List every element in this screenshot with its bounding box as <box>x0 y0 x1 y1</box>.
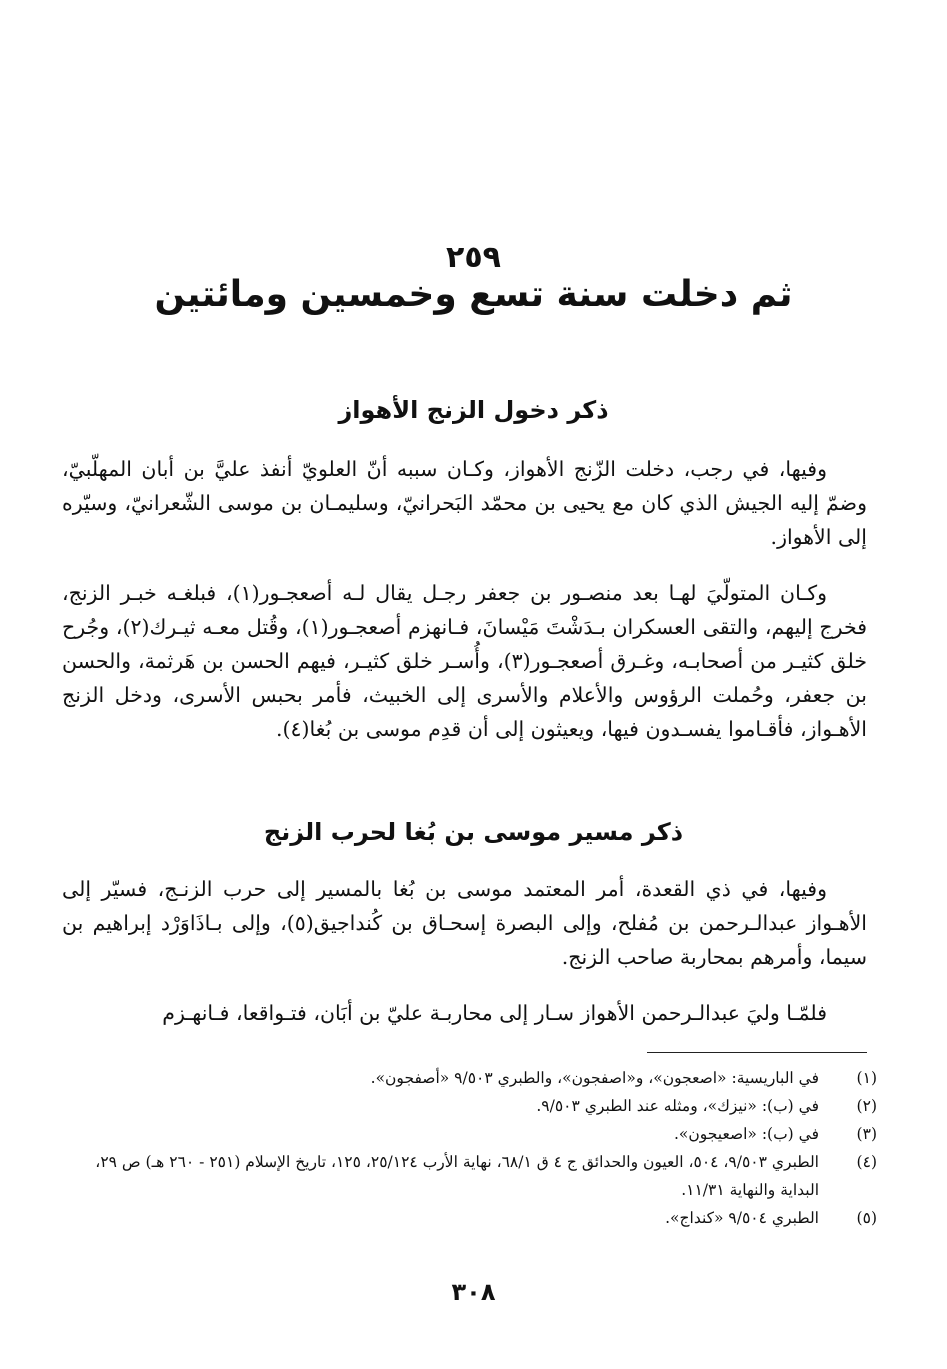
year-title: ثم دخلت سنة تسع وخمسين ومائتين <box>154 274 793 315</box>
footnote-text: في (ب): «نيزك»، ومثله عند الطبري ٩/٥٠٣. <box>536 1097 819 1115</box>
footnote-number: (١) <box>856 1069 877 1087</box>
footnote-number: (٢) <box>856 1097 877 1115</box>
footnote <box>62 1064 877 1092</box>
page-number: ٣٠٨ <box>451 1278 496 1306</box>
footnote-text: في الباريسية: «اصعجون»، و«اصفجون»، والطبري ٩/٥٠٣ «أصفجون». <box>370 1069 819 1087</box>
footnote-text: في (ب): «اصعيجون». <box>673 1125 819 1143</box>
footnote <box>62 1120 877 1148</box>
footnote-text: الطبري ٩/٥٠٤ «كنداج». <box>665 1209 819 1227</box>
year-number: ٢٥٩ <box>446 240 501 275</box>
footnote-number: (٣) <box>856 1125 877 1143</box>
footnote-separator <box>647 1052 867 1053</box>
section-heading-musa-bugha: ذكر مسير موسى بن بُغا لحرب الزنج <box>263 818 684 846</box>
paragraph: فلمّـا وليَ عبدالـرحمن الأهواز سـار إلى محاربـة عليّ بن أبَان، فتـواقعا، فـانهـزم <box>162 1001 827 1025</box>
footnote <box>62 1204 877 1232</box>
paragraph: وفيها، في ذي القعدة، أمر المعتمد موسى بن بُغا بالمسير إلى حرب الزنـج، فسيّر إلى الأهـواز عبدالـرحمن بن مُفلح، وإلى البصرة إسحـاق بن كُنداجيق(٥)، وإلى بـاذَاوَرْد إبراهيم بن سيما، وأمرهم بمحاربة صاحب الزنج. <box>62 877 867 969</box>
section-heading-zanj-ahwaz: ذكر دخول الزنج الأهواز <box>338 396 609 424</box>
footnote <box>62 1092 877 1120</box>
footnote-number: (٤) <box>856 1153 877 1171</box>
footnote-text: الطبري ٩/٥٠٣، ٥٠٤، العيون والحدائق ج ٤ ق ٦٨/١، نهاية الأرب ٢٥/١٢٤، ١٢٥، تاريخ الإسلام (٢٥١ - ٢٦٠ هـ) ص ٢٩، البداية والنهاية ١١/٣١. <box>95 1153 819 1199</box>
paragraph: وفيها، في رجب، دخلت الزّنج الأهواز، وكـان سببه أنّ العلويّ أنفذ عليَّ بن أبان المهلّبيّ، وضمّ إليه الجيش الذي كان مع يحيى بن محمّد البَحرانيّ، وسليمـان بن موسى الشّعرانيّ، وسيّره إلى الأهواز. <box>62 457 867 549</box>
footnotes <box>62 1064 877 1232</box>
paragraph: وكـان المتولّيَ لهـا بعد منصـور بن جعفر رجـل يقال لـه أصعجـور(١)، فبلغـه خبـر الزنج، فخرج إليهم، والتقى العسكران بـدَشْتَ مَيْسانَ، فـانهزم أصعجـور(١)، وقُتل معـه ثيـرك(٢)، وجُرح خلق كثيـر من أصحابـه، وغـرق أصعجـور(٣)، وأُسـر خلق كثيـر، فيهم الحسن بن هَرثمة، والحسن بن جعفر، وحُملت الرؤوس والأعلام والأسرى إلى الخبيث، فأمر بحبس الأسرى، ودخل الزنج الأهـواز، فأقـاموا يفسـدون فيها، ويعيثون إلى أن قدِم موسى بن بُغا(٤). <box>62 581 868 741</box>
footnote-number: (٥) <box>856 1209 877 1227</box>
footnote <box>62 1148 877 1204</box>
